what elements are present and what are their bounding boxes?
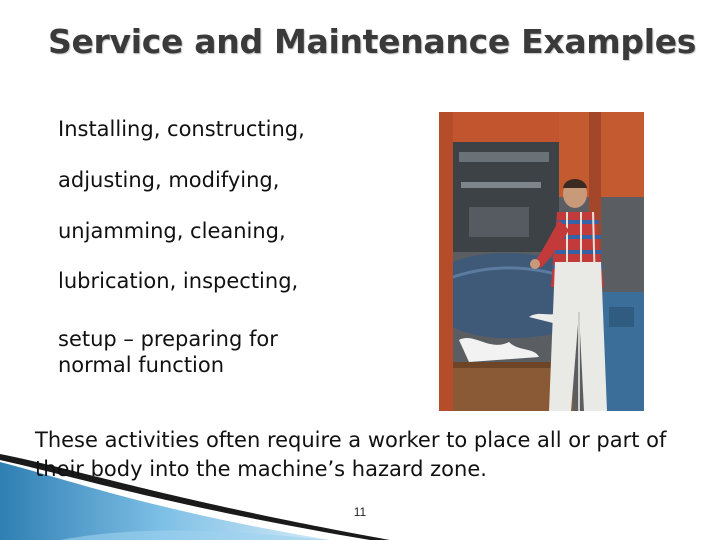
slide-title: Service and Maintenance Examples (48, 22, 697, 61)
bullet-item: Installing, constructing, (58, 117, 305, 141)
page-number: 11 (353, 505, 367, 519)
bullet-item: lubrication, inspecting, (58, 269, 299, 293)
bullet-item: setup – preparing for normal function (58, 327, 278, 377)
bullet-item: unjamming, cleaning, (58, 219, 286, 243)
bottom-statement: These activities often require a worker to place all or part of their body into the machine’s hazard zone. (35, 428, 667, 481)
bullet-item: adjusting, modifying, (58, 168, 280, 192)
worker-machine-photo (439, 112, 644, 411)
